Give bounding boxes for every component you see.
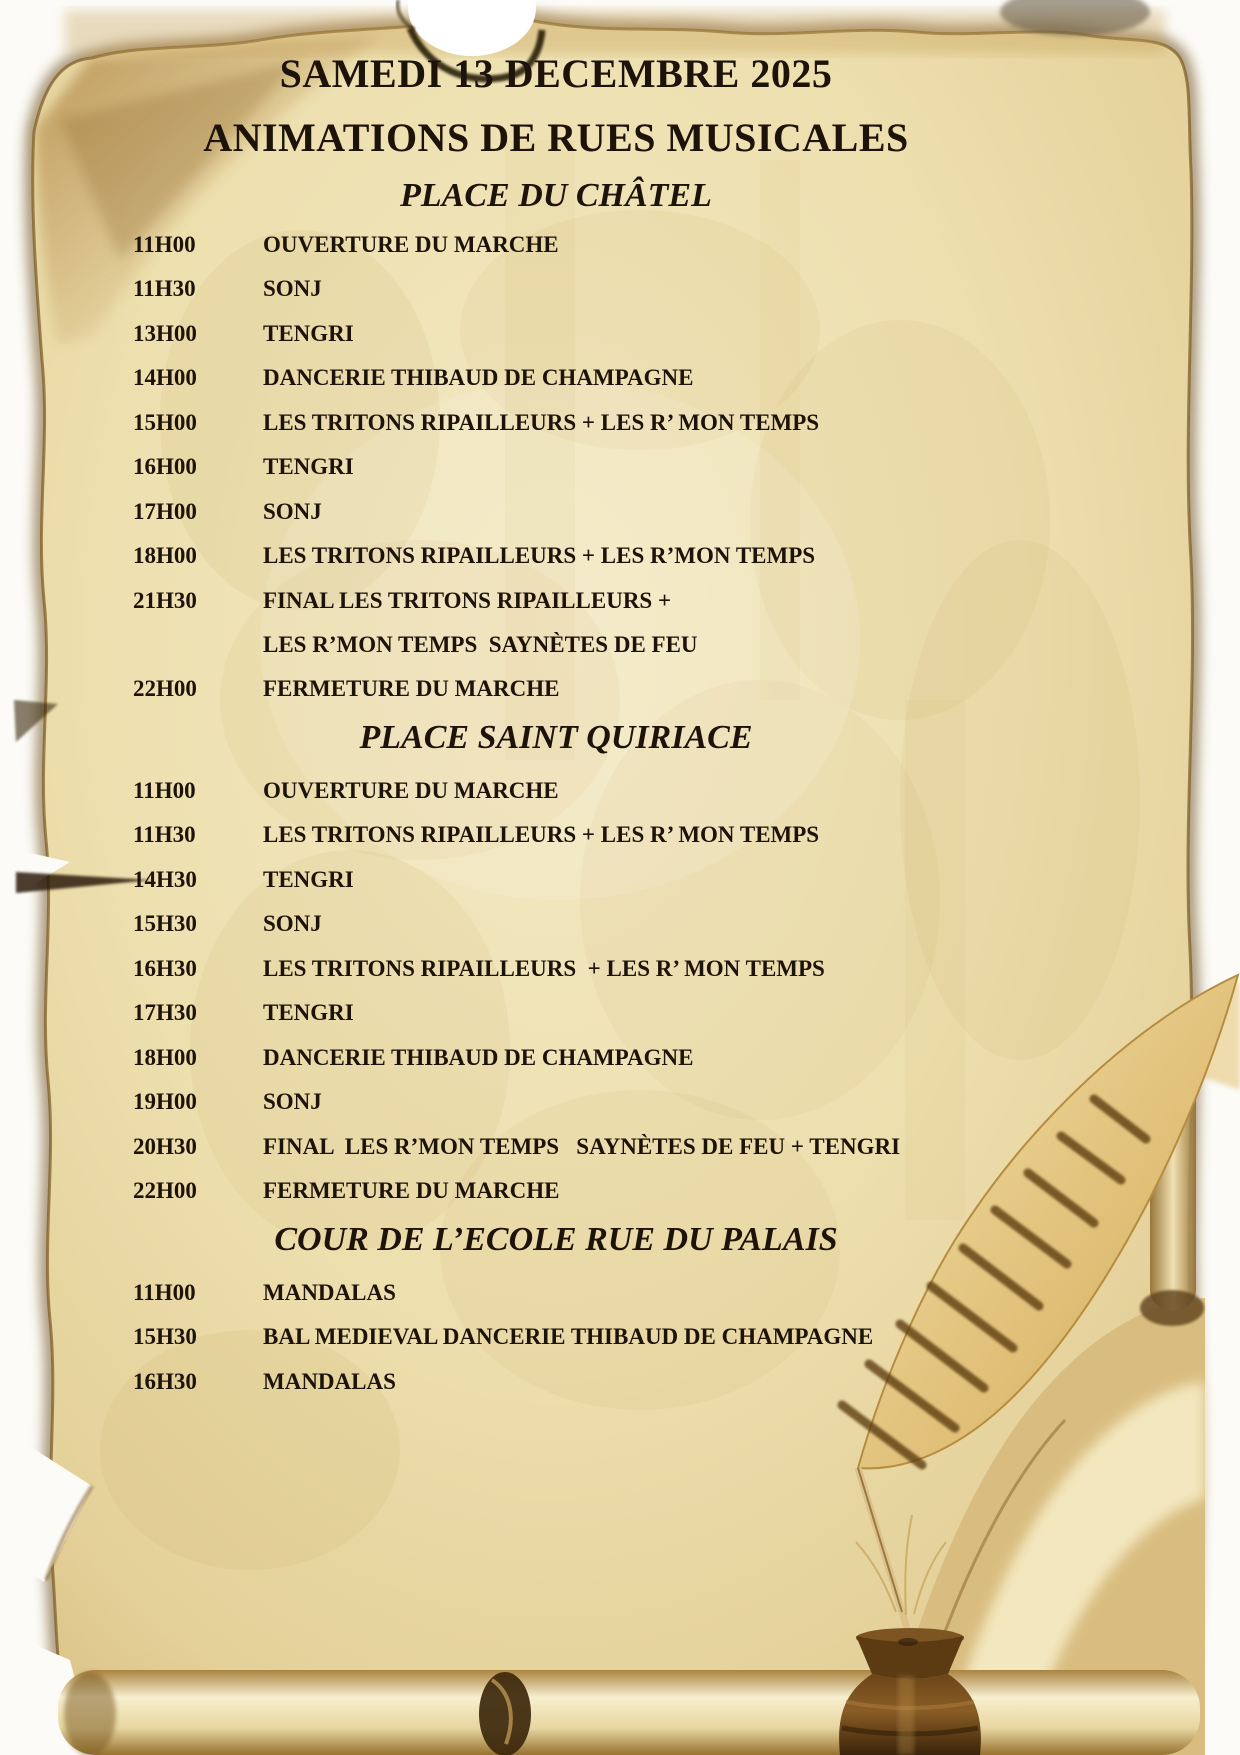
schedule-row <box>133 274 1012 318</box>
event-name: FERMETURE DU MARCHE <box>263 676 560 702</box>
event-time: 15H00 <box>133 409 197 435</box>
schedule-row <box>133 1278 1012 1322</box>
event-time: 11H30 <box>133 276 196 302</box>
event-name: LES R’MON TEMPS SAYNÈTES DE FEU <box>263 631 698 657</box>
schedule-row <box>133 674 1012 718</box>
event-name: SONJ <box>263 1089 322 1115</box>
schedule-row <box>133 586 1012 630</box>
event-time: 16H30 <box>133 955 197 981</box>
event-time: 16H30 <box>133 1368 197 1394</box>
schedule-cour-de-l-ecole <box>133 1278 1012 1411</box>
section-title-place-saint-quiriace: PLACE SAINT QUIRIACE <box>359 719 753 756</box>
schedule-row <box>133 541 1012 585</box>
event-name: MANDALAS <box>263 1280 396 1305</box>
event-time: 14H30 <box>133 866 197 892</box>
schedule-row <box>133 1043 1012 1087</box>
event-time: 15H30 <box>133 1324 197 1350</box>
schedule-place-saint-quiriace <box>133 776 1012 1220</box>
event-time: 14H00 <box>133 365 197 391</box>
event-time: 18H00 <box>133 1044 197 1070</box>
event-name: TENGRI <box>263 454 354 480</box>
event-time: 18H00 <box>133 543 197 569</box>
schedule-row <box>133 1322 1012 1366</box>
event-name: LES TRITONS RIPAILLEURS + LES R’ MON TEMPS <box>263 409 820 435</box>
event-name: FERMETURE DU MARCHE <box>263 1177 560 1203</box>
event-time: 22H00 <box>133 676 197 702</box>
event-name: FINAL LES R’MON TEMPS SAYNÈTES DE FEU + TENGRI <box>263 1133 901 1159</box>
schedule-row <box>133 1132 1012 1176</box>
schedule-row <box>133 865 1012 909</box>
event-time: 21H30 <box>133 587 197 613</box>
schedule-row <box>133 909 1012 953</box>
schedule-row <box>133 319 1012 363</box>
event-time: 22H00 <box>133 1177 197 1203</box>
section-title-cour-de-l-ecole: COUR DE L’ECOLE RUE DU PALAIS <box>274 1221 838 1258</box>
schedule-row <box>133 230 1012 274</box>
event-name: LES TRITONS RIPAILLEURS + LES R’ MON TEMPS <box>263 955 825 981</box>
schedule-row <box>133 776 1012 820</box>
event-time: 19H00 <box>133 1089 197 1115</box>
schedule-row-continuation <box>133 630 1012 674</box>
schedule-place-du-chatel <box>133 230 1012 719</box>
poster-title-event: ANIMATIONS DE RUES MUSICALES <box>203 115 909 160</box>
schedule-row <box>133 1087 1012 1131</box>
event-time: 17H00 <box>133 498 197 524</box>
event-name: OUVERTURE DU MARCHE <box>263 778 559 803</box>
schedule-row <box>133 1367 1012 1411</box>
event-name: DANCERIE THIBAUD DE CHAMPAGNE <box>263 365 694 391</box>
event-time: 15H30 <box>133 911 197 937</box>
event-name: TENGRI <box>263 866 354 892</box>
event-time: 20H30 <box>133 1133 197 1159</box>
event-name: DANCERIE THIBAUD DE CHAMPAGNE <box>263 1044 694 1070</box>
event-name: SONJ <box>263 276 322 302</box>
event-name: FINAL LES TRITONS RIPAILLEURS + <box>263 587 672 613</box>
schedule-row <box>133 820 1012 864</box>
poster-title-date: SAMEDI 13 DECEMBRE 2025 <box>279 51 833 96</box>
event-name: SONJ <box>263 498 322 524</box>
schedule-row <box>133 497 1012 541</box>
event-name: MANDALAS <box>263 1368 396 1394</box>
schedule-row <box>133 1176 1012 1220</box>
event-time: 13H00 <box>133 320 197 346</box>
event-name: LES TRITONS RIPAILLEURS + LES R’MON TEMPS <box>263 543 816 569</box>
event-name: BAL MEDIEVAL DANCERIE THIBAUD DE CHAMPAGNE <box>263 1324 874 1350</box>
event-name: OUVERTURE DU MARCHE <box>263 232 559 257</box>
event-name: LES TRITONS RIPAILLEURS + LES R’ MON TEMPS <box>263 822 820 848</box>
schedule-row <box>133 363 1012 407</box>
event-name: TENGRI <box>263 1000 354 1026</box>
schedule-row <box>133 408 1012 452</box>
event-time: 17H30 <box>133 1000 197 1026</box>
event-time: 16H00 <box>133 454 197 480</box>
event-time: 11H00 <box>133 778 196 803</box>
schedule-row <box>133 998 1012 1042</box>
event-name: TENGRI <box>263 320 354 346</box>
schedule-row <box>133 954 1012 998</box>
section-title-place-du-chatel: PLACE DU CHÂTEL <box>400 177 712 214</box>
event-name: SONJ <box>263 911 322 937</box>
schedule-row <box>133 452 1012 496</box>
event-time: 11H30 <box>133 822 196 848</box>
event-time: 11H00 <box>133 232 196 257</box>
event-time: 11H00 <box>133 1280 196 1305</box>
